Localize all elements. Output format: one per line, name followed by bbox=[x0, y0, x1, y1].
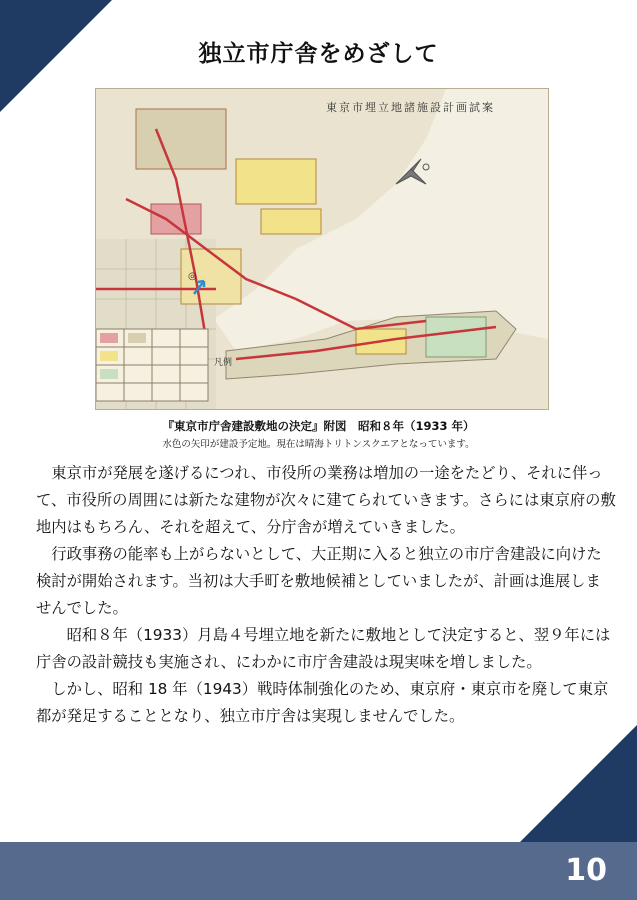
map-image bbox=[95, 88, 549, 410]
page-number: 10 bbox=[565, 853, 607, 888]
map-subcaption: 水色の矢印が建設予定地。現在は晴海トリトンスクエアとなっています。 bbox=[162, 439, 475, 450]
paragraph: 東京市が発展を遂げるにつれ、市役所の業務は増加の一途をたどり、それに伴って、市役所の周囲には新たな建物が次々に建てられていきます。さらには東京府の敷地内はもちろん、それを超えて、分庁舎が増えていきました。 bbox=[36, 464, 616, 536]
reclamation-plan-map bbox=[96, 89, 548, 409]
map-heading: 東京市埋立地諸施設計画試案 bbox=[326, 101, 495, 114]
map-caption: 『東京市庁舎建設敷地の決定』附図 昭和８年（1933 年） bbox=[162, 419, 475, 433]
site-marker: ◎ bbox=[188, 271, 197, 282]
paragraph: しかし、昭和 18 年（1943）戦時体制強化のため、東京府・東京市を廃して東京都が発足することとなり、独立市庁舎は実現しませんでした。 bbox=[36, 680, 609, 725]
body-text bbox=[36, 460, 616, 730]
paragraph: 行政事務の能率も上がらないとして、大正期に入ると独立の市庁舎建設に向けた検討が開始されます。当初は大手町を敷地候補としていましたが、計画は進展しませんでした。 bbox=[36, 545, 602, 617]
paragraph: 昭和８年（1933）月島４号埋立地を新たに敷地として決定すると、翌９年には庁舎の設計競技も実施され、にわかに市庁舎建設は現実味を増しました。 bbox=[36, 626, 611, 671]
footer-band bbox=[0, 842, 637, 900]
page-title: 独立市庁舎をめざして bbox=[198, 41, 439, 67]
legend-title: 凡例 bbox=[214, 358, 233, 368]
